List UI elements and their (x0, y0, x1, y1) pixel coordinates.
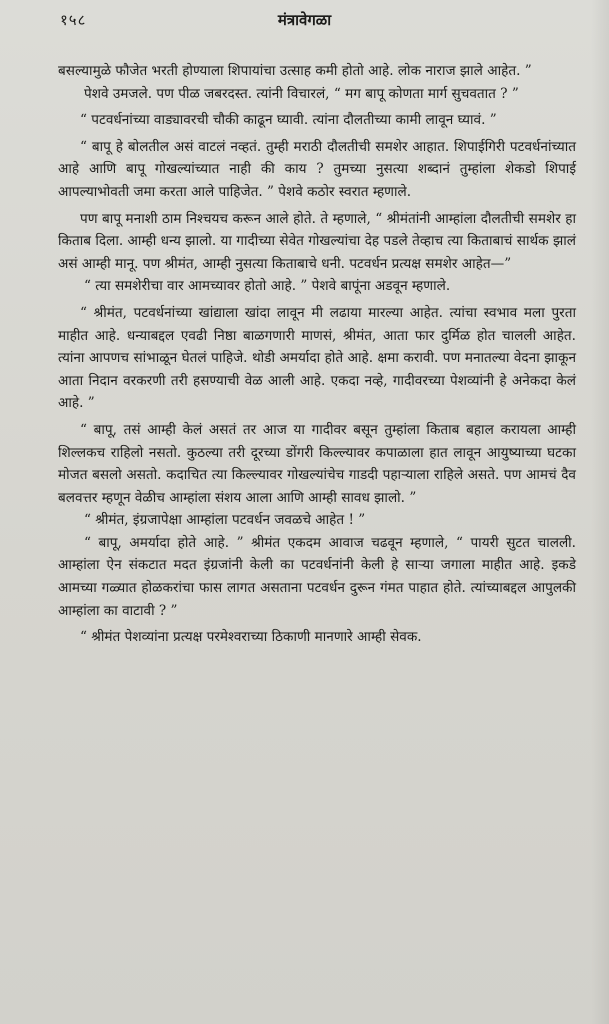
paragraph: “ श्रीमंत, इंग्रजापेक्षा आम्हांला पटवर्धन जवळचे आहेत ! ” (84, 512, 366, 529)
paragraph: “ त्या समशेरीचा वार आमच्यावर होतो आहे. ” पेशवे बापूंना अडवून म्हणाले. (84, 278, 451, 295)
running-head (0, 10, 609, 36)
paragraph: “ बापू हे बोलतील असं वाटलं नव्हतं. तुम्ही मराठी दौलतीची समशेर आहात. शिपाईगिरी पटवर्धनांच्यात आहे आणि बापू गोखल्यांच्यात नाही की काय ? तुमच्या नुसत्या शब्दानं तुम्हांला शेकडो शिपाई आपल्याभोवती जमा करता आले पाहिजेत. ” पेशवे कठोर स्वरात म्हणाले. (58, 138, 576, 200)
paragraph: बसल्यामुळे फौजेत भरती होण्याला शिपायांचा उत्साह कमी होतो आहे. लोक नाराज झाले आहेत. ” (58, 63, 532, 79)
paragraph: पेशवे उमजले. पण पीळ जबरदस्त. त्यांनी विचारलं, “ मग बापू कोणता मार्ग सुचवतात ? ” (84, 85, 519, 102)
paragraph: पण बापू मनाशी ठाम निश्चयच करून आले होते. ते म्हणाले, “ श्रीमंतांनी आम्हांला दौलतीची समशेर हा किताब दिला. आम्ही धन्य झालो. या गादीच्या सेवेत गोखल्यांचा देह पडले तेव्हाच त्या किताबाचं सार्थक झालं असं आम्ही मानू. पण श्रीमंत, आम्ही नुसत्या किताबाचे धनी. पटवर्धन प्रत्यक्ष समशेर आहेत—” (58, 210, 576, 272)
page-number: १५८ (60, 11, 87, 29)
page-edge-shadow (591, 0, 609, 1024)
paragraph: “ श्रीमंत पेशव्यांना प्रत्यक्ष परमेश्वराच्या ठिकाणी मानणारे आम्ही सेवक. (80, 629, 422, 646)
paragraph: “ श्रीमंत, पटवर्धनांच्या खांद्याला खांदा लावून मी लढाया मारल्या आहेत. त्यांचा स्वभाव मला पुरता माहीत आहे. धन्याबद्दल एवढी निष्ठा बाळगणारी माणसं, श्रीमंत, आता फार दुर्मिळ होत चालली आहेत. त्यांना आपणच सांभाळून घेतलं पाहिजे. थोडी अमर्यादा होते आहे. क्षमा करावी. पण मनातल्या वेदना झाकून आता निदान वरकरणी तरी हसण्याची वेळ आली आहे. एकदा नव्हे, गादीवरच्या पेशव्यांनी हे अनेकदा केलं आहे. ” (58, 304, 576, 412)
paragraph: “ बापू, अमर्यादा होते आहे. ” श्रीमंत एकदम आवाज चढवून म्हणाले, “ पायरी सुटत चालली. आम्हांला ऐन संकटात मदत इंग्रजांनी केली का पटवर्धनांनी केली हे साऱ्या जगाला माहीत आहे. इकडे आमच्या गळ्यात होळकरांचा फास लागत असताना पटवर्धन दुरून गंमत पाहात होते. त्यांच्याबद्दल आपुलकी आम्हांला का वाटावी ? ” (58, 534, 576, 619)
body-text (58, 60, 576, 649)
paragraph: “ पटवर्धनांच्या वाड्यावरची चौकी काढून घ्यावी. त्यांना दौलतीच्या कामी लावून घ्यावं. ” (80, 112, 497, 129)
paragraph: “ बापू, तसं आम्ही केलं असतं तर आज या गादीवर बसून तुम्हांला किताब बहाल करायला आम्ही शिल्लकच राहिलो नसतो. कुठल्या तरी दूरच्या डोंगरी किल्ल्यावर कपाळाला हात लावून आयुष्याच्या घटका मोजत बसलो असतो. कदाचित त्या किल्ल्यावर गोखल्यांचेच गाडदी पहाऱ्याला राहिले असते. पण आमचं दैव बलवत्तर म्हणून वेळीच आम्हांला संशय आला आणि आम्ही सावध झालो. ” (58, 421, 576, 506)
book-title: मंत्रावेगळा (277, 11, 332, 29)
